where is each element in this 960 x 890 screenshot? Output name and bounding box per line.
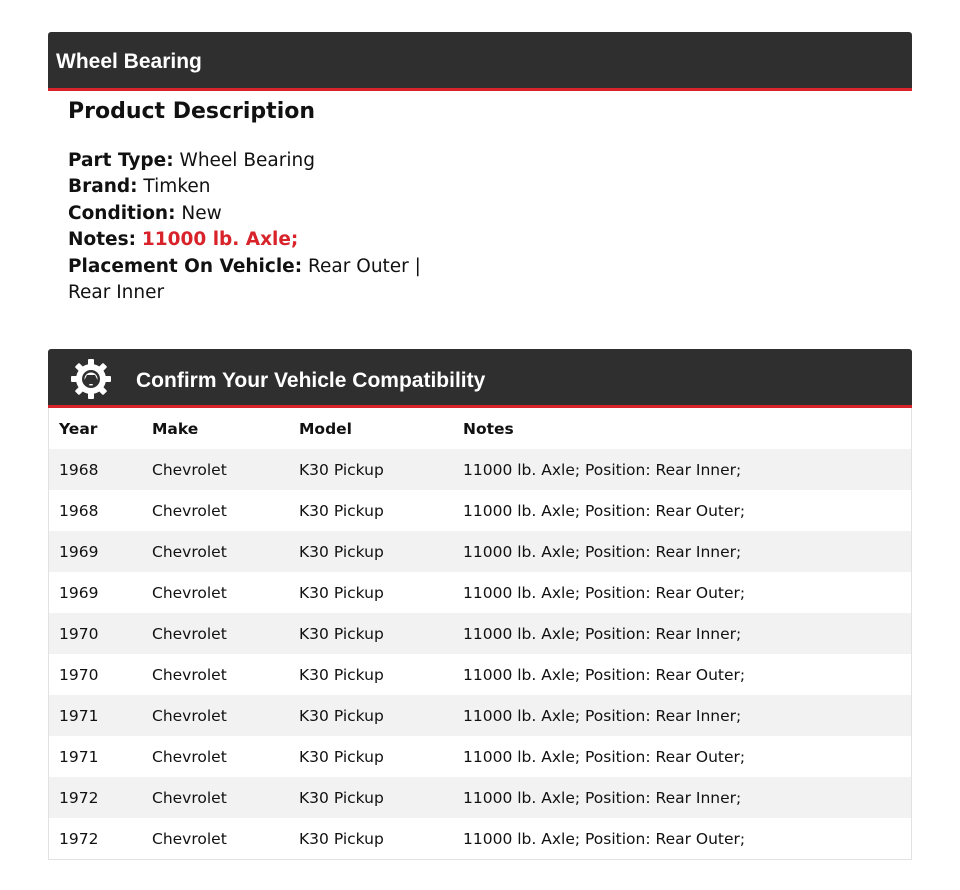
cell-notes: 11000 lb. Axle; Position: Rear Outer; [463, 501, 746, 520]
table-row [49, 449, 911, 490]
cell-year: 1970 [59, 665, 99, 684]
table-row [49, 818, 911, 859]
cell-model: K30 Pickup [299, 788, 384, 807]
table-row [49, 777, 911, 818]
cell-model: K30 Pickup [299, 542, 384, 561]
spec-value: Wheel Bearing [179, 150, 315, 171]
spec-placement [68, 254, 468, 307]
cell-notes: 11000 lb. Axle; Position: Rear Outer; [463, 583, 746, 602]
cell-notes: 11000 lb. Axle; Position: Rear Inner; [463, 460, 742, 479]
cell-year: 1969 [59, 583, 99, 602]
table-row [49, 613, 911, 654]
cell-notes: 11000 lb. Axle; Position: Rear Outer; [463, 829, 746, 848]
cell-notes: 11000 lb. Axle; Position: Rear Outer; [463, 665, 746, 684]
cell-year: 1971 [59, 706, 99, 725]
cell-make: Chevrolet [152, 460, 227, 479]
cell-make: Chevrolet [152, 542, 227, 561]
spec-label: Notes: [68, 229, 136, 251]
cell-model: K30 Pickup [299, 624, 384, 643]
cell-make: Chevrolet [152, 829, 227, 848]
cell-make: Chevrolet [152, 501, 227, 520]
cell-year: 1969 [59, 542, 99, 561]
cell-make: Chevrolet [152, 665, 227, 684]
cell-notes: 11000 lb. Axle; Position: Rear Outer; [463, 747, 746, 766]
column-header-year: Year [59, 419, 98, 438]
product-title: Wheel Bearing [56, 50, 202, 73]
product-description [68, 96, 468, 306]
cell-year: 1972 [59, 788, 99, 807]
spec-label: Part Type: [68, 150, 174, 171]
cell-model: K30 Pickup [299, 829, 384, 848]
spec-label: Placement On Vehicle: [68, 255, 303, 277]
cell-year: 1972 [59, 829, 99, 848]
cell-notes: 11000 lb. Axle; Position: Rear Inner; [463, 706, 742, 725]
gear-car-icon [69, 357, 113, 401]
cell-model: K30 Pickup [299, 460, 384, 479]
cell-year: 1968 [59, 460, 99, 479]
table-row [49, 531, 911, 572]
table-row [49, 572, 911, 613]
spec-value: Timken [143, 176, 211, 198]
cell-year: 1971 [59, 747, 99, 766]
cell-make: Chevrolet [152, 788, 227, 807]
column-header-notes: Notes [463, 419, 514, 438]
cell-model: K30 Pickup [299, 501, 384, 520]
spec-label: Brand: [68, 176, 138, 198]
compatibility-title: Confirm Your Vehicle Compatibility [136, 369, 486, 392]
description-heading: Product Description [68, 99, 316, 124]
cell-year: 1968 [59, 501, 99, 520]
spec-value: Rear Outer | Rear Inner [68, 255, 421, 304]
spec-condition [68, 201, 468, 227]
spec-label: Condition: [68, 202, 176, 224]
cell-year: 1970 [59, 624, 99, 643]
table-row [49, 695, 911, 736]
cell-model: K30 Pickup [299, 583, 384, 602]
product-title-banner [48, 32, 912, 91]
table-row [49, 654, 911, 695]
cell-make: Chevrolet [152, 624, 227, 643]
cell-make: Chevrolet [152, 583, 227, 602]
cell-notes: 11000 lb. Axle; Position: Rear Inner; [463, 624, 742, 643]
cell-notes: 11000 lb. Axle; Position: Rear Inner; [463, 788, 742, 807]
spec-part-type [68, 148, 468, 174]
cell-model: K30 Pickup [299, 665, 384, 684]
table-row [49, 736, 911, 777]
cell-notes: 11000 lb. Axle; Position: Rear Inner; [463, 542, 742, 561]
spec-notes [68, 227, 468, 253]
column-header-make: Make [152, 419, 199, 438]
table-header-row [49, 408, 911, 449]
spec-value-highlight: 11000 lb. Axle; [141, 229, 299, 251]
compatibility-table [48, 408, 912, 860]
spec-value: New [181, 202, 222, 224]
cell-make: Chevrolet [152, 747, 227, 766]
compatibility-banner [48, 349, 912, 408]
cell-make: Chevrolet [152, 706, 227, 725]
table-row [49, 490, 911, 531]
column-header-model: Model [299, 419, 352, 438]
spec-brand [68, 174, 468, 200]
cell-model: K30 Pickup [299, 747, 384, 766]
cell-model: K30 Pickup [299, 706, 384, 725]
